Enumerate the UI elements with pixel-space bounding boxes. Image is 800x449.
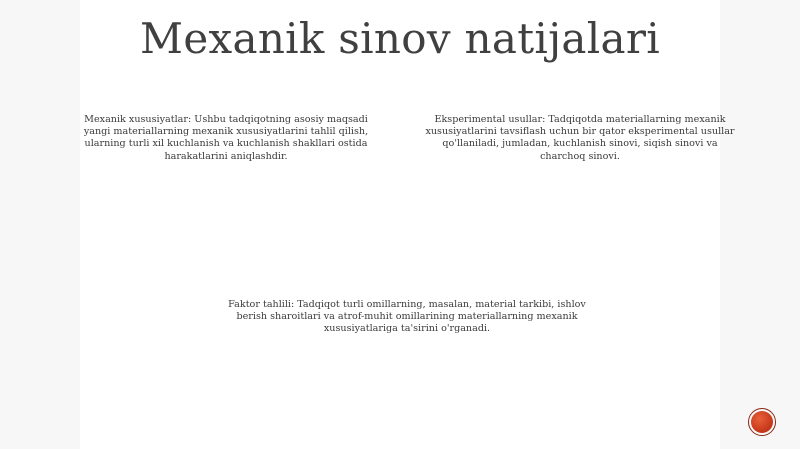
slide-margin-left [0, 0, 80, 449]
slide-title: Mexanik sinov natijalari [140, 14, 660, 63]
text-block-mechanical-properties: Mexanik xususiyatlar: Ushbu tadqiqotning asosiy maqsadi yangi materiallarning mexanik xususiyatlarini tahlil qilish, ularning turli xil kuchlanish va kuchlanish shakllari ostida harakatlarini aniqlashdir. [83, 114, 369, 162]
text-block-factor-analysis: Faktor tahlili: Tadqiqot turli omillarning, masalan, material tarkibi, ishlov berish sharoitlari va atrof-muhit omillarining materiallarning mexanik xususiyatlariga ta'sirini o'rganadi. [228, 299, 586, 335]
text-block-experimental-methods: Eksperimental usullar: Tadqiqotda materiallarning mexanik xususiyatlarini tavsiflash uchun bir qator eksperimental usullar qo'llaniladi, jumladan, kuchlanish sinovi, siqish sinovi va charchoq sinovi. [425, 114, 735, 162]
circle-icon [751, 411, 773, 433]
slide-margin-right [720, 0, 800, 449]
next-slide-button[interactable] [748, 408, 776, 436]
